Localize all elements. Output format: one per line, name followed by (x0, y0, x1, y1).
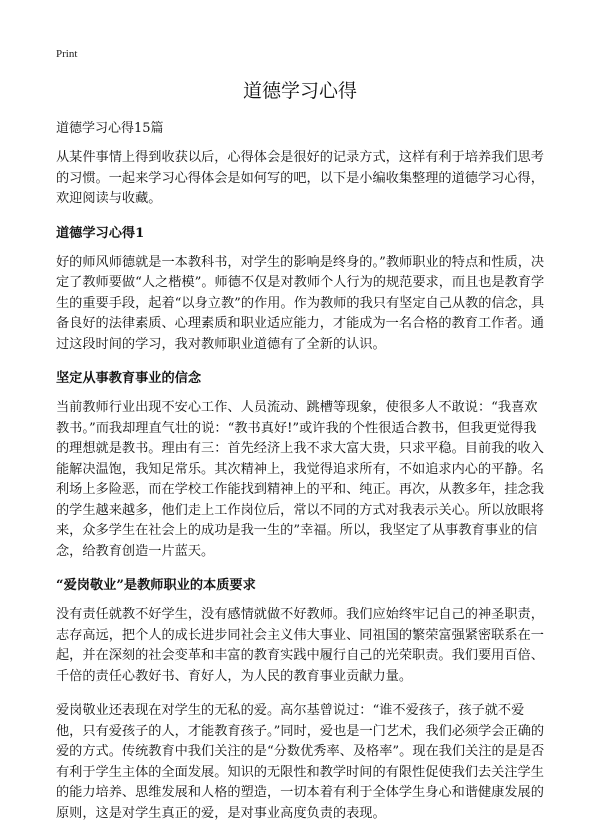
section-3-paragraph-2: 爱岗敬业还表现在对学生的无私的爱。高尔基曾说过：“谁不爱孩子，孩子就不爱他，只有爱孩子的人，才能教育孩子。”同时，爱也是一门艺术，我们必须学会正确的爱的方式。传统教育中我们关注的是“分数优秀率、及格率”。现在我们关注的是是否有利于学生主体的全面发展。知识的无限性和教学时间的有限性促使我们去关注学生的能力培养、思维发展和人格的塑造，一切本着有利于全体学生身心和谐健康发展的原则，这是对学生真正的爱，是对事业高度负责的表现。 (56, 703, 545, 821)
print-link[interactable]: Print (56, 48, 78, 60)
page-title: 道德学习心得 (242, 80, 357, 102)
section-heading-1: 道德学习心得1 (56, 225, 145, 241)
intro-paragraph: 从某件事情上得到收获以后，心得体会是很好的记录方式，这样有利于培养我们思考的习惯。一起来学习心得体会是如何写的吧，以下是小编收集整理的道德学习心得，欢迎阅读与收藏。 (56, 150, 544, 206)
section-3-paragraph-1: 没有责任就教不好学生，没有感情就做不好教师。我们应始终牢记自己的神圣职责，志存高远，把个人的成长进步同社会主义伟大事业、同祖国的繁荣富强紧密联系在一起，并在深刻的社会变革和丰富的教育实践中履行自己的光荣职责。我们要用百倍、千倍的责任心教好书、育好人，为人民的教育事业贡献力量。 (56, 607, 544, 684)
section-heading-3: “爱岗敬业”是教师职业的本质要求 (56, 578, 256, 593)
article-body (56, 120, 546, 824)
section-heading-2: 坚定从事教育事业的信念 (56, 371, 202, 386)
article-subtitle: 道德学习心得15篇 (56, 121, 164, 136)
section-1-paragraph-1: 好的师风师德就是一本教科书，对学生的影响是终身的。”教师职业的特点和性质，决定了教师要做“人之楷模”。师德不仅是对教师个人行为的规范要求，而且也是教育学生的重要手段，起着“以身立教”的作用。作为教师的我只有坚定自己从教的信念，具备良好的法律素质、心理素质和职业适应能力，才能成为一名合格的教育工作者。通过这段时间的学习，我对教师职业道德有了全新的认识。 (56, 254, 545, 352)
section-2-paragraph-1: 当前教师行业出现不安心工作、人员流动、跳槽等现象，使很多人不敢说：“我喜欢教书。”而我却理直气壮的说：“教书真好!”或许我的个性很适合教书，但我更觉得我的理想就是教书。理由有三：首先经济上我不求大富大贵，只求平稳。目前我的收入能解决温饱，我知足常乐。其次精神上，我觉得追求所有，不如追求内心的平静。名利场上多险恶，而在学校工作能找到精神上的平和、纯正。再次，从教多年，挂念我的学生越来越多，他们走上工作岗位后，常以不同的方式对我表示关心。所以放眼将来，众多学生在社会上的成功是我一生的”幸福。所以，我坚定了从事教育事业的信念，给教育创造一片蓝天。 (56, 400, 544, 559)
